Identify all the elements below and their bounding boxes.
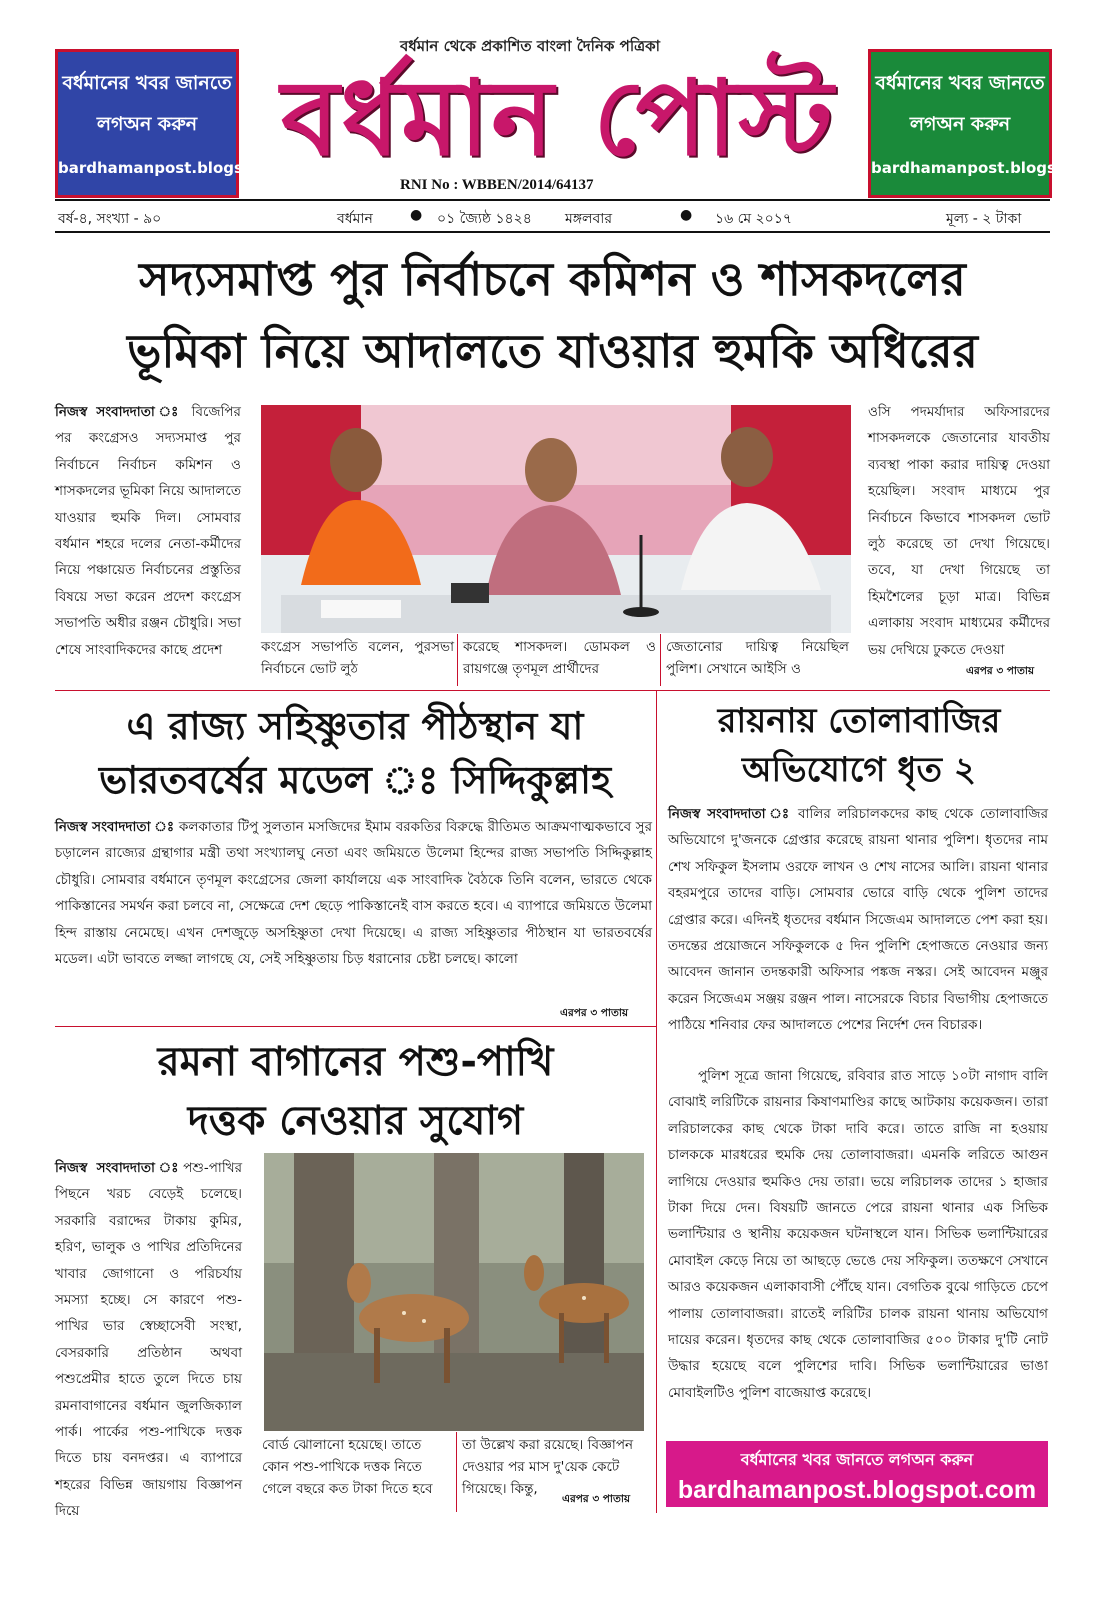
promo-right-line2: লগঅন করুন bbox=[909, 113, 1011, 135]
banner-line1: বর্ধমানের খবর জানতে লগঅন করুন bbox=[740, 1450, 974, 1469]
story2-body bbox=[55, 814, 652, 998]
top-rule bbox=[55, 199, 1050, 201]
story4-headline-line2: দত্তক নেওয়ার সুযোগ bbox=[187, 1098, 524, 1144]
story4-byline: নিজস্ব সংবাদদাতা ঃ bbox=[55, 1160, 184, 1176]
promo-box-right bbox=[868, 49, 1106, 198]
story1-left-column bbox=[55, 399, 241, 689]
story2-headline-line2: ভারতবর্ষের মডেল ঃ সিদ্দিকুল্লাহ bbox=[98, 758, 612, 802]
story4-left-text: পশু-পাখির পিছনে খরচ বেড়েই চলেছে। সরকারি বরাদ্দের টাকায় কুমির, হরিণ, ভালুক ও পাখির প্রতিদিনের খাবার জোগানো ও পরিচর্যায় সমস্যা হচ্ছে। সে কারণে পশু-পাখির ভার স্বেচ্ছাসেবী সংস্থা, বেসরকারি প্রতিষ্ঠান অথবা পশুপ্রেমীর হাতে তুলে দিতে চায় রমনাবাগানের বর্ধমান জুলজিক্যাল পার্ক। পার্কের পশু-পাখিকে দত্তক দিতে চায় বনদপ্তর। এ ব্যাপারে শহরের বিভিন্ন জায়গায় বিজ্ঞাপন দিয়ে bbox=[55, 1160, 242, 1520]
masthead-tagline: বর্ধমান থেকে প্রকাশিত বাংলা দৈনিক পত্রিকা bbox=[400, 37, 660, 55]
issue-number: বর্ষ-৪, সংখ্যা - ৯০ bbox=[58, 211, 162, 227]
rni-number: RNI No : WBBEN/2014/64137 bbox=[400, 177, 594, 193]
story1-caption-col1: কংগ্রেস সভাপতি বলেন, পুরসভা নির্বাচনে ভোট লুঠ bbox=[261, 639, 454, 677]
story1-byline: নিজস্ব সংবাদদাতা ঃ bbox=[55, 404, 183, 420]
promo-left-line1: বর্ধমানের খবর জানতে bbox=[62, 72, 232, 94]
story3-byline: নিজস্ব সংবাদদাতা ঃ bbox=[668, 806, 792, 822]
story1-headline-line1: সদ্যসমাপ্ত পুর নির্বাচনে কমিশন ও শাসকদলের bbox=[139, 252, 966, 306]
story1-headline-line2: ভূমিকা নিয়ে আদালতে যাওয়ার হুমকি অধিরের bbox=[127, 324, 978, 378]
english-date: ১৬ মে ২০১৭ bbox=[715, 211, 792, 227]
section-rule bbox=[55, 1026, 656, 1027]
story1-photo bbox=[259, 403, 849, 631]
story4-caption-col1: বোর্ড ঝোলানো হয়েছে। তাতে কোন পশু-পাখিকে দত্তক নিতে গেলে বছরে কত টাকা দিতে হবে bbox=[262, 1437, 433, 1497]
story2-byline: নিজস্ব সংবাদদাতা ঃ bbox=[55, 819, 175, 835]
column-divider bbox=[456, 1432, 457, 1512]
story3-body-part1 bbox=[668, 801, 1048, 1055]
dateline-rule bbox=[55, 231, 1050, 233]
blog-banner bbox=[666, 1441, 1048, 1507]
weekday: মঙ্গলবার bbox=[565, 211, 613, 227]
bengali-date: ০১ জ্যৈষ্ঠ ১৪২৪ bbox=[437, 211, 532, 227]
story1-right-column: ওসি পদমর্যাদার অফিসারদের শাসকদলকে জেতানোর যাবতীয় ব্যবস্থা পাকা করার দায়িত্ব দেওয়া হয়েছিল। সংবাদ মাধ্যমে পুর নির্বাচনে কিভাবে শাসকদল ভোট লুঠ করেছে তা দেখা গিয়েছে। তবে, যা দেখা গিয়েছে তা হিমশৈলের চূড়া মাত্র। বিভিন্ন এলাকায় সংবাদ মাধ্যমের কর্মীদের ভয় দেখিয়ে ঢুকতে দেওয়া bbox=[868, 404, 1050, 658]
story4-left-column bbox=[55, 1155, 242, 1520]
story2-headline-line1: এ রাজ্য সহিষ্ণুতার পীঠস্থান যা bbox=[126, 704, 584, 748]
story4-continued: এরপর ৩ পাতায় bbox=[562, 1493, 631, 1505]
page-column-divider bbox=[656, 690, 657, 1513]
story3-headline-line2: অভিযোগে ধৃত ২ bbox=[742, 750, 976, 790]
promo-left-line2: লগঅন করুন bbox=[96, 113, 198, 135]
story2-continued: এরপর ৩ পাতায় bbox=[560, 1007, 629, 1019]
promo-left-url: bardhamanpost.blogspot.in bbox=[58, 159, 293, 177]
story4-headline-line1: রমনা বাগানের পশু-পাখি bbox=[157, 1039, 554, 1085]
column-divider bbox=[660, 634, 661, 686]
story1-continued: এরপর ৩ পাতায় bbox=[966, 665, 1035, 677]
story1-left-text: বিজেপির পর কংগ্রেসও সদ্যসমাপ্ত পুর নির্বাচনে নির্বাচন কমিশন ও শাসকদলের ভূমিকা নিয়ে আদালতে যাওয়ার হুমকি দিল। সোমবার বর্ধমান শহরে দলের নেতা-কর্মীদের নিয়ে পঞ্চায়েত নির্বাচনের প্রস্তুতির বিষয়ে সভা করেন প্রদেশ কংগ্রেস সভাপতি অধীর রঞ্জন চৌধুরি। সভা শেষে সাংবাদিকদের কাছে প্রদেশ bbox=[55, 404, 241, 658]
section-rule bbox=[55, 690, 1050, 691]
column-divider bbox=[457, 634, 458, 686]
promo-box-left bbox=[55, 49, 293, 198]
price: মূল্য - ২ টাকা bbox=[946, 211, 1022, 227]
story1-caption-col2: করেছে শাসকদল। ডোমকল ও রায়গঞ্জে তৃণমূল প্রার্থীদের bbox=[463, 639, 656, 677]
story3-text1: বালির লরিচালকদের কাছ থেকে তোলাবাজির অভিযোগে দু'জনকে গ্রেপ্তার করেছে রায়না থানার পুলিশ। ধৃতদের নাম শেখ সফিকুল ইসলাম ওরফে লাখন ও শেখ নাসের আলি। রায়না থানার বহরমপুরে তাদের বাড়ি। সোমবার ভোরে বাড়ি থেকে পুলিশ তাদের গ্রেপ্তার করে। এদিনই ধৃতদের বর্ধমান সিজেএম আদালতে পেশ করা হয়। তদন্তের প্রয়োজনে সফিকুলকে ৫ দিন পুলিশি হেপাজতে নেওয়ার জন্য আবেদন জানান তদন্তকারী অফিসার পঙ্কজ নস্কর। সেই আবেদন মঞ্জুর করেন সিজেএম সঞ্জয় রঞ্জন পাল। নাসেরকে বিচার বিভাগীয় হেপাজতে পাঠিয়ে শনিবার ফের আদালতে পেশের নির্দেশ দেন বিচারক। bbox=[668, 806, 1049, 1034]
story1-caption-col3: জেতানোর দায়িত্ব নিয়েছিল পুলিশ। সেখানে আইসি ও bbox=[666, 639, 849, 677]
story4-caption-col2: তা উল্লেখ করা রয়েছে। বিজ্ঞাপন দেওয়ার পর মাস দু'য়েক কেটে গিয়েছে। কিন্তু, bbox=[462, 1437, 634, 1497]
promo-right-line1: বর্ধমানের খবর জানতে bbox=[875, 72, 1045, 94]
banner-url[interactable]: bardhamanpost.blogspot.com bbox=[677, 1476, 1037, 1504]
masthead-title: বর্ধমান পোস্ট bbox=[281, 56, 835, 179]
story3-headline-line1: রায়নায় তোলাবাজির bbox=[717, 701, 1001, 741]
dateline-bullet: ● bbox=[680, 207, 693, 223]
dateline-place: বর্ধমান bbox=[337, 211, 373, 227]
promo-right-url: bardhamanpost.blogspot.in bbox=[871, 159, 1106, 177]
story3-body-part2: পুলিশ সূত্রে জানা গিয়েছে, রবিবার রাত সাড়ে ১০টা নাগাদ বালি বোঝাই লরিটিকে রায়নার কিষাণমাণ্ডির কাছে আটকায় কয়েকজন। তারা লরিচালকের কাছ থেকে টাকা দাবি করে। তাতে রাজি না হওয়ায় চালককে মারধরের হুমকি দেয় তোলাবাজরা। এমনকি লরিতে আগুন লাগিয়ে দেওয়ার হুমকিও দেয় তারা। ভয়ে লরিচালক তাদের ১ হাজার টাকা দিয়ে দেন। বিষয়টি জানতে পেরে রায়না থানার এক সিভিক ভলান্টিয়ার ও স্থানীয় কয়েকজন ঘটনাস্থলে যান। সিভিক ভলান্টিয়ারের মোবাইল কেড়ে নিয়ে তা আছড়ে ভেঙে দেয় সফিকুল। ততক্ষণে সেখানে আরও কয়েকজন এলাকাবাসী পৌঁছে যান। বেগতিক বুঝে গাড়িতে চেপে পালায় তোলাবাজরা। রাতেই লরিটির চালক রায়না থানায় অভিযোগ দায়ের করেন। ধৃতদের কাছ থেকে তোলাবাজির ৫০০ টাকার দু'টি নোট উদ্ধার হয়েছে বলে পুলিশের দাবি। সিভিক ভলান্টিয়ারের ভাঙা মোবাইলটিও পুলিশ বাজেয়াপ্ত করেছে। bbox=[668, 1068, 1048, 1401]
dateline-bullet: ● bbox=[410, 207, 423, 223]
story4-photo bbox=[262, 1151, 642, 1429]
story2-text: কলকাতার টিপু সুলতান মসজিদের ইমাম বরকতির বিরুদ্ধে রীতিমত আক্রমণাত্মকভাবে সুর চড়ালেন রাজ্যের গ্রন্থাগার মন্ত্রী তথা সংখ্যালঘু নেতা এবং জমিয়তে উলেমা হিন্দের রাজ্য সভাপতি সিদ্দিকুল্লাহ চৌধুরি। সোমবার বর্ধমানে তৃণমূল কংগ্রেসের জেলা কার্যালয়ে এক সাংবাদিক বৈঠকে তিনি বলেন, ভারতে থেকে পাকিস্তানের সমর্থন করা চলবে না, সেক্ষেত্রে দেশ ছেড়ে পাকিস্তানেই বাস করতে হবে। এ ব্যাপারে জমিয়তে উলেমা হিন্দ রাস্তায় নেমেছে। এখন দেশজুড়ে অসহিষ্ণুতা দেখা দিয়েছে। এ রাজ্য সহিষ্ণুতার পীঠস্থান যা ভারতবর্ষের মডেল। এটা ভাবতে লজ্জা লাগছে যে, সেই সহিষ্ণুতায় চিড় ধরানোর চেষ্টা চলছে। কালো bbox=[55, 819, 652, 968]
